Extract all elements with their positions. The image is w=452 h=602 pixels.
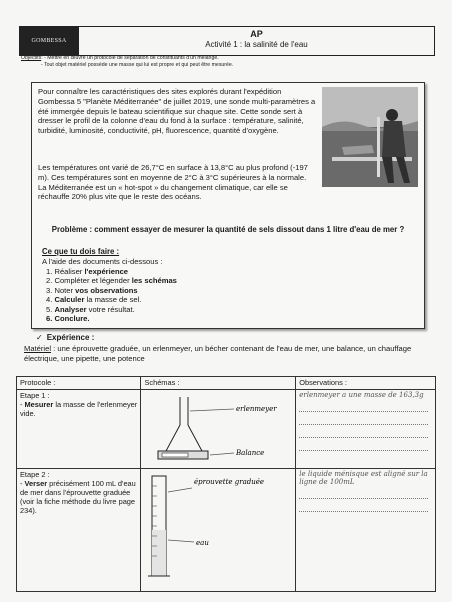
schema-cell-1 [141, 390, 296, 469]
intro-box [31, 82, 425, 329]
header-schemas: Schémas : [141, 377, 296, 390]
step-3: 3. Noter vos observations [46, 285, 138, 295]
step-6: 6. Conclure. [46, 314, 90, 324]
objectifs-label: Objectifs [21, 55, 42, 61]
header-box [19, 26, 435, 56]
label-erlenmeyer: erlenmeyer [236, 405, 278, 413]
faire-title: Ce que tu dois faire : [42, 247, 120, 256]
objectifs [21, 55, 431, 68]
intro-paragraph-2: Les températures ont varié de 26,7°C en surface à 13,8°C au plus profond (-197 m). Ces températures sont en moyenne de 2°C à 3°C supérieures à la normale. La Méditerranée est un « hot-spot » du changement climatique, car elle se réchauffe 20% plus vite que le reste des océans. [38, 163, 308, 202]
activity-title: Activité 1 : la salinité de l'eau [205, 40, 308, 49]
protocol-cell-1: Etape 1 : - Mesurer la masse de l'erlenmeyer vide. [17, 390, 141, 469]
materiel-list: : une éprouvette graduée, un erlenmeyer, un bécher contenant de l'eau de mer, une balance, un chauffage électrique, une pipette, une potence [24, 344, 412, 363]
logo [20, 27, 79, 55]
materiel-label: Matériel [24, 344, 52, 353]
steps-list [46, 267, 177, 323]
table-row [17, 390, 436, 469]
label-balance: Balance [236, 449, 265, 457]
protocol-table [16, 376, 436, 592]
observation-cell-1 [296, 390, 436, 469]
table-row [17, 469, 436, 592]
experience-title: ✓ Expérience : [36, 333, 95, 342]
step-5: 5. Analyser votre résultat. [46, 304, 135, 314]
objectif-1: : - Mettre en œuvre un protocole de séparation de constituants d'un mélange. [41, 55, 219, 61]
step-1: 1. Réaliser l'expérience [46, 267, 129, 276]
probleme: Problème : comment essayer de mesurer la quantité de sels dissout dans 1 litre d'eau de mer ? [51, 225, 405, 234]
header-observations: Observations : [296, 377, 436, 390]
materiel [24, 344, 432, 363]
title-ap: AP [250, 29, 263, 39]
step-4: 4. Calculer la masse de sel. [46, 295, 142, 305]
label-eprouvette: éprouvette graduée [194, 478, 265, 486]
photo-diver-icon [322, 87, 418, 187]
graduated-cylinder-schema-icon [144, 470, 288, 588]
schema-cell-2 [141, 469, 296, 592]
table-header-row [17, 377, 436, 390]
step-2: 2. Compléter et légender les schémas [46, 276, 177, 286]
observation-2: le liquide ménisque est aligné sur la ligne de 100mL [299, 470, 428, 486]
observation-cell-2 [296, 469, 436, 592]
observation-1: erlenmeyer a une masse de 163,3g [299, 391, 424, 399]
erlenmeyer-schema-icon [144, 391, 288, 465]
protocol-cell-2: Etape 2 : - Verser précisément 100 mL d'eau de mer dans l'éprouvette graduée (voir la fiche méthode du livre page 234). [17, 469, 141, 592]
check-icon: ✓ [36, 333, 43, 342]
diver-photo [322, 87, 418, 187]
faire-subtitle: A l'aide des documents ci-dessous : [42, 257, 163, 266]
logo-text: GOMBESSA [31, 38, 67, 44]
label-eau: eau [196, 539, 210, 547]
header-protocole: Protocole : [17, 377, 141, 390]
intro-paragraph-1: Pour connaître les caractéristiques des sites explorés durant l'expédition Gombessa 5 "Planète Méditerranée" de juillet 2019, une sonde multi-paramètres a été immergée depuis le bateau scientifique sur chaque site. Cette sonde sert à dresser le profil de la colonne d'eau du fond à la surface : température, salinité, turbidité, luminosité, conductivité, pH, fluorescence, quantité d'oxygène. [38, 87, 316, 136]
objectif-2: - Tout objet matériel possède une masse qui lui est propre et qui peut être mesurée. [41, 61, 234, 68]
title-cell [79, 27, 434, 55]
